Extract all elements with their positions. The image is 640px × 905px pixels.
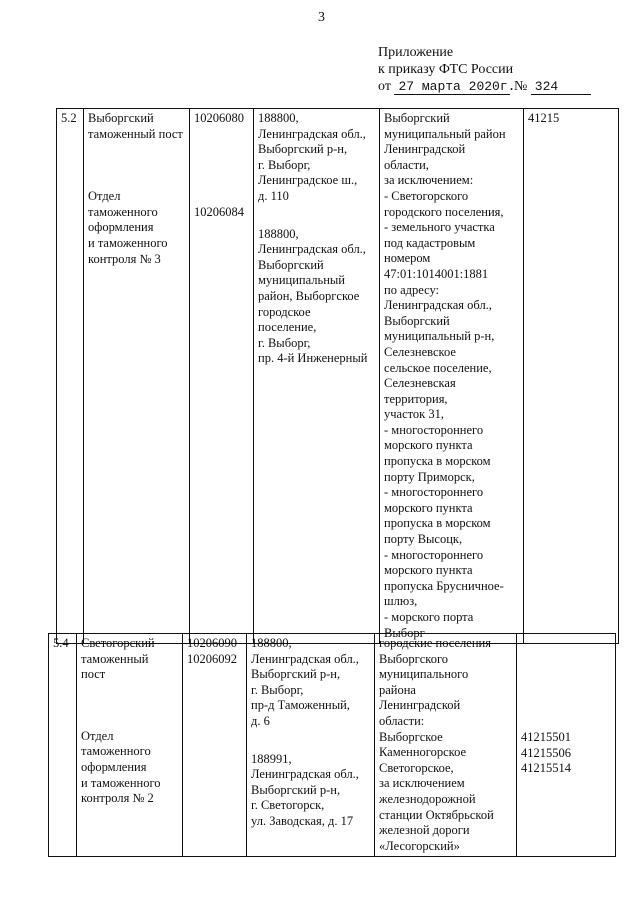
- appendix-header: [378, 44, 591, 95]
- territory-intro: городские поселения Выборгского муниципального района Ленинградской области:: [379, 636, 491, 728]
- address-cell: [254, 109, 380, 644]
- oktmo-cell: 41215: [524, 109, 619, 644]
- number-label: №: [513, 79, 528, 94]
- address-cell: [247, 634, 375, 857]
- post-code: 10206080: [194, 111, 244, 125]
- territory-cell: [375, 634, 517, 857]
- department-name: Отдел таможенного оформления и таможенного контроля № 3: [88, 189, 168, 266]
- customs-table-5-4: [48, 633, 616, 857]
- department-code: 10206084: [194, 204, 244, 219]
- post-address: 188800, Ленинградская обл., Выборгский р-н, г. Выборг, пр-д Таможенный, д. 6: [251, 636, 359, 728]
- post-name: Выборгский таможенный пост: [88, 111, 183, 141]
- codes-cell: 10206090 10206092: [183, 634, 247, 857]
- post-cell: [77, 634, 183, 857]
- appendix-title: Приложение: [378, 45, 454, 60]
- appendix-date-line: [378, 78, 591, 95]
- appendix-order-line: к приказу ФТС России: [378, 62, 514, 77]
- table-row: [49, 634, 616, 857]
- page-number: 3: [318, 10, 325, 25]
- order-date: 27 марта 2020г.: [394, 80, 510, 95]
- department-address: 188800, Ленинградская обл., Выборгский муниципальный район, Выборгское городское поселение, г. Выборг, пр. 4-й Инженерный: [258, 226, 368, 366]
- oktmo-cell: [517, 634, 616, 857]
- department-name: Отдел таможенного оформления и таможенного контроля № 2: [81, 728, 161, 806]
- order-number: 324: [531, 80, 591, 95]
- department-address: 188991, Ленинградская обл., Выборгский р-н, г. Светогорск, ул. Заводская, д. 17: [251, 751, 359, 828]
- oktmo-list: 41215501 41215506 41215514: [521, 730, 571, 776]
- post-address: 188800, Ленинградская обл., Выборгский р-н, г. Выборг, Ленинградское ш., д. 110: [258, 111, 366, 203]
- row-number: 5.4: [49, 634, 77, 857]
- row-number: 5.2: [57, 109, 84, 644]
- from-label: от: [378, 79, 391, 94]
- territory-cell: Выборгский муниципальный район Ленинградской области, за исключением: - Светогорского городского поселения, - земельного участка под кадастровым номером 47:01:1014001:1881 по адресу: Ленинградская обл., Выборгский муниципальный р-н, Селезневское сельское поселение, Селезневская территория, участок 31, - многостороннего морского пункта пропуска в морском порту Приморск, - многостороннего морского пункта пропуска в морском порту Высоцк, - многостороннего морского пункта пропуска Брусничное- шлюз, - морского порта Выборг: [380, 109, 524, 644]
- code-cell: [190, 109, 254, 644]
- post-name: Светогорский таможенный пост: [81, 636, 155, 682]
- table-row: [57, 109, 619, 644]
- customs-table-5-2: [56, 108, 619, 644]
- post-cell: [84, 109, 190, 644]
- territory-list: Выборгское Каменногорское Светогорское, за исключением железнодорожной станции Октябрьской железной дороги «Лесогорский»: [379, 729, 494, 853]
